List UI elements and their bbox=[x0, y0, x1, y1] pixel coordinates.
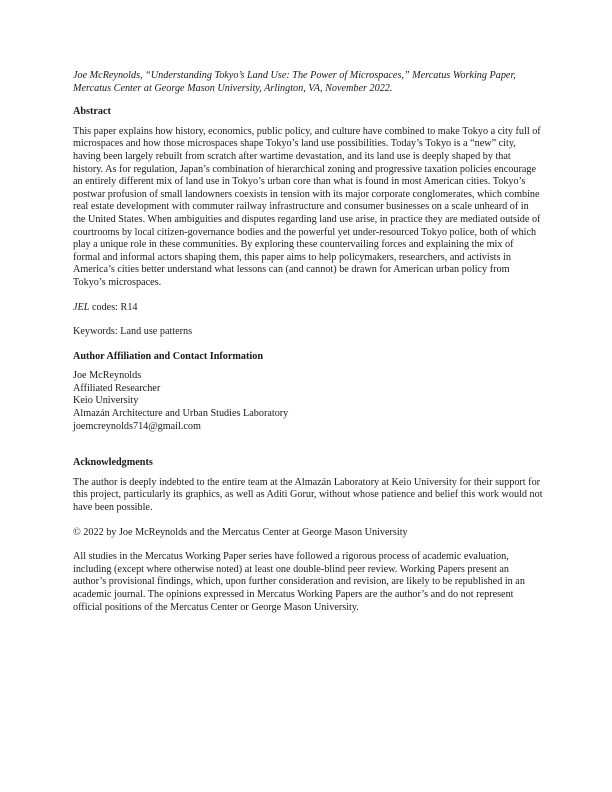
copyright-notice: © 2022 by Joe McReynolds and the Mercatus Center at George Mason University bbox=[73, 526, 408, 538]
acknowledgments-heading: Acknowledgments bbox=[73, 457, 153, 469]
abstract-body: This paper explains how history, economics, public policy, and culture have combined to make Tokyo a city full of microspaces and how those microspaces shape Tokyo’s land use possibilities. Today’s Tokyo is a “new” city, having been largely rebuilt from scratch after wartime devastation, and its land use is deeply shaped by that history. As for regulation, Japan’s combination of hierarchical zoning and progressive taxation policies encourage an entirely different mix of land use in Tokyo’s urban core than what is found in most American cities. Tokyo’s postwar profusion of small landowners coexists in tension with its major corporate conglomerates, which combine real estate development with commuter railway infrastructure and consumer businesses on a scale unheard of in the United States. When ambiguities and disputes regarding land use arise, in practice they are mediated outside of courtrooms by local citizen-governance bodies and the powerful yet under-resourced Tokyo police, both of which play a unique role in these communities. By exploring these countervailing forces and explaining the mix of formal and informal actors shaping them, this paper aims to help policymakers, researchers, and activists in America’s cities better understand what lessons can (and cannot) be drawn for American urban policy from Tokyo’s microspaces. bbox=[73, 125, 541, 288]
jel-codes bbox=[73, 302, 543, 315]
affiliation-heading: Author Affiliation and Contact Information bbox=[73, 350, 263, 362]
contact-block bbox=[73, 370, 543, 433]
acknowledgments-body: The author is deeply indebted to the entire team at the Almazán Laboratory at Keio University for their support for this project, particularly its graphics, as well as Aditi Gorur, without whose patience and belief this work would not have been possible. bbox=[73, 476, 543, 514]
jel-codes-value: codes: R14 bbox=[89, 301, 138, 313]
author-lab: Almazán Architecture and Urban Studies Laboratory bbox=[73, 408, 289, 420]
abstract-heading: Abstract bbox=[73, 106, 111, 118]
citation: Joe McReynolds, “Understanding Tokyo’s Land Use: The Power of Microspaces,” Mercatus Working Paper, Mercatus Center at George Mason University, Arlington, VA, November 2022. bbox=[73, 70, 516, 94]
jel-label: JEL bbox=[73, 301, 90, 313]
author-title: Affiliated Researcher bbox=[73, 382, 161, 394]
keywords: Keywords: Land use patterns bbox=[73, 326, 193, 338]
paper-page bbox=[73, 70, 543, 614]
author-name: Joe McReynolds bbox=[73, 370, 142, 382]
author-university: Keio University bbox=[73, 395, 139, 407]
author-email: joemcreynolds714@gmail.com bbox=[73, 420, 201, 432]
series-disclaimer: All studies in the Mercatus Working Paper series have followed a rigorous process of academic evaluation, including (except where otherwise noted) at least one double-blind peer review. Working Papers present an author’s provisional findings, which, upon further consideration and revision, are likely to be republished in an academic journal. The opinions expressed in Mercatus Working Papers are the author’s and do not represent official positions of the Mercatus Center or George Mason University. bbox=[73, 551, 525, 613]
